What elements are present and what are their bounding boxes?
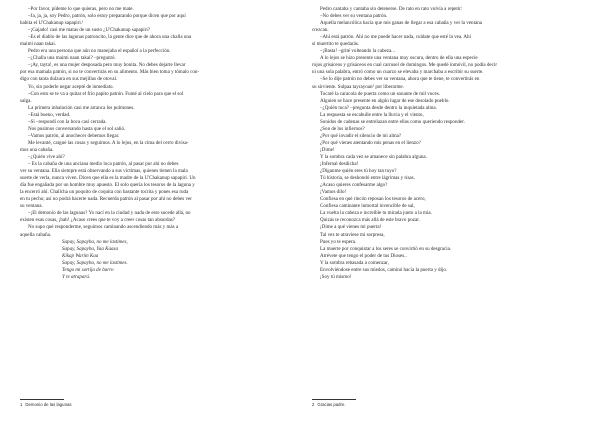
verse-line: Tengo mi sortija de barro	[62, 266, 114, 273]
text-line: día fue engañada por un hombre muy apuesto. Él solo quería los tesoros de la laguna y	[20, 182, 195, 189]
verse-line: Sapay, Sapayba, no me lastimes,	[62, 238, 128, 245]
text-line: Quizás te reconozca más allá de este bravo pozar.	[320, 217, 420, 224]
text-line: habita el U'Chakanup sapapiri.¹	[20, 20, 84, 27]
text-line: –¿Challa una maimi naan takai? –preguntó.	[28, 55, 116, 62]
text-line: suerte de verla, nunca viven. Dicen que ella es la madre de la U'Chakanup sapapiri. Un	[20, 175, 196, 182]
text-line: ¿Díganme quién eres tú hoy tan tuyo?	[320, 168, 397, 175]
text-line: en tu pecho; así no podrá hacerte nada. Recuerda patrón al pasar por ahí no debes ver	[20, 196, 192, 203]
footnote-number: 1	[20, 402, 23, 407]
text-line: Sonidos de cadenas se entrelazan entre ellas como queriendo responder.	[320, 118, 465, 125]
text-line: –Está bueno, verdad.	[28, 111, 71, 118]
verse-line: Sapay, Sapayba, Yaa Kaasa	[62, 245, 119, 252]
text-line: –Ahí está patrón. Ahí no me puede hacer nada, cuídate que esté la vea. Ahí	[320, 34, 471, 41]
text-line: Nos pusimos conversando hasta que el sol salió.	[28, 125, 126, 132]
footnote-rule-right	[312, 399, 356, 400]
footnote-text: Demonio de las lagunas	[25, 402, 72, 407]
text-line: ni una sola palabra, entró como un cuarzo se elevaba y marchaba a escribir su suerte.	[312, 69, 484, 76]
verse-line: Kikap Warim Kaa	[62, 252, 99, 259]
text-line: si muertito te quedarás.	[312, 41, 360, 48]
text-line: Tú historia, se deshondó entre lágrimas y risas.	[320, 175, 415, 182]
text-line: –¡El demonio de las lagunas? Yo nací en la ciudad y nada de esto sucede allá, no	[28, 210, 191, 217]
text-line: Tocaré la caracola de puerta como un sonante de mil voces.	[320, 90, 441, 97]
verse-line: Y te atrapará.	[62, 273, 91, 280]
text-line: Aquella melancólica hacía que mis ganas de llegar a esa cabaña y ver la ventana	[320, 20, 482, 27]
text-line: – Es la cabaña de una anciana medio loca patrón, al pasar por ahí no debes	[28, 161, 179, 168]
footnote-number: 2	[312, 402, 315, 407]
text-line: Me levanté, cargué las cosas y seguimos. A lo lejos, en la cima del cerro divisa-	[28, 139, 189, 146]
text-line: Envolviéndose entre sus miedos, caminó hacia la puerta y dijo.	[320, 266, 448, 273]
text-line: por esa mamala patrón, si no te convertirás en su alimento. Más bien toma y tómalo con-	[20, 69, 200, 76]
text-line: –Vamos patrón, al anochecer debemos llegar.	[28, 132, 120, 139]
left-text-column	[20, 6, 292, 281]
text-line: Atrévete que tengo el poder de tus Dioses..	[320, 252, 407, 259]
footnote-rule-left	[20, 399, 64, 400]
text-line: la encerró ahí. Challcha un poquito de coquita con bastante tocrita y pones esa ruda	[20, 189, 189, 196]
text-line: ver su ventana. Ella siempre está observando a sus víctimas, quienes tienen la mala	[20, 168, 188, 175]
text-line: La muerte por conquistar a los seres se convirtió en su desgracia.	[320, 245, 452, 252]
text-line: –No debes ver su ventana patrón.	[320, 13, 388, 20]
text-line: Yo, sin poderle negar acepté de inmediato.	[28, 83, 114, 90]
text-line: Tal vez te atraviese mi sorpresa,	[320, 231, 385, 238]
footnote-left	[20, 402, 72, 408]
text-line: ¡Soy tú mismo!	[320, 273, 352, 280]
text-line: ¿Por qué invadir el silencio de mi alma?	[320, 132, 402, 139]
text-line: Alguien se hace presente en algún lugar de ese desolado pueblo.	[320, 97, 450, 104]
text-line: –Con esto se te va a quitar el frío papito patrón. Fumé al cielo para que el sol	[28, 90, 184, 97]
text-line: No supo qué responderme, seguimos caminando ascendiendo más y más a	[28, 224, 179, 231]
footnote-right	[312, 402, 346, 408]
text-line: rojos grisáceos y grisáceos en cual carrusel de domingos. Me quedé inmóvil, no podía decir	[312, 62, 497, 69]
text-line: existen esas cosas, ¡bah! ¿Acaso crees que te voy a creer cosas tan absurdas?	[20, 217, 175, 224]
text-line: Y la sombra cada vez se amanece sin palabra alguna.	[320, 153, 427, 160]
text-line: ¡Dime!	[320, 146, 335, 153]
text-line: su ventana.	[20, 203, 43, 210]
text-line: ¡Infernal desdicha!	[320, 161, 359, 168]
text-line: crezcan.	[312, 27, 329, 34]
text-line: ¡Vamos dilo!	[320, 189, 347, 196]
text-line: aquella cabaña.	[20, 231, 52, 238]
text-line: La respuesta se escabulle entre la lluvia y el viento,	[320, 111, 424, 118]
text-line: –¿Quién toca? –pregunta desde dentro la inquietada alma.	[320, 104, 437, 111]
text-line: Confiesa caminante inmortal invencible de sal,	[320, 203, 415, 210]
text-line: ¡Dime a qué vienes mi puerta!	[320, 224, 382, 231]
text-line: digo con tanta dulzura en sus mejillas de otoval.	[20, 76, 118, 83]
text-line: ¿Por qué vienes atentando mis penas en el lienzo?	[320, 139, 421, 146]
text-line: salga.	[20, 97, 32, 104]
text-line: Pedro era una persona que aún no manejaba el español a la perfección.	[28, 48, 171, 55]
text-line: Pedro cantaba y cantaba sin detenerse. De rato en rato volvía a repetir:	[320, 6, 463, 12]
text-line: mos una cabaña.	[20, 146, 54, 153]
text-line: maimi naan takai.	[20, 41, 57, 48]
text-line: –¡Gajado! casi me matas de un susto ¿U'Chakanup sapapiri?	[28, 27, 150, 34]
text-line: –Es el diablo de las lagunas patroncito, la gente dice que de ahora una challa una	[28, 34, 192, 41]
text-line: –¡Ay, tayta!, es una mujer desposada pero muy bonita. No debes dejarte llevar	[28, 62, 186, 69]
right-text-column	[312, 6, 584, 281]
text-line: Y la sombra rebasada a comenzar,	[320, 259, 389, 266]
text-line: –¿Quién vive ahí?	[28, 153, 65, 160]
text-line: Confiesa en qué rincón reposan los tesoros de acero,	[320, 196, 426, 203]
text-line: –Por favor, pídeme lo que quieras, pero no me mate.	[28, 6, 134, 12]
text-line: ¿Acaso quieres confesarme algo?	[320, 182, 388, 189]
text-line: –Sí –respondí con la boca casi cerrada.	[28, 118, 107, 125]
text-line: –Se lo dije patrón no debes ver su ventana, ahora que te tiene, te convertirás en	[320, 76, 480, 83]
text-line: su sirviente. Sulpaa tayrayoan² por liberarme.	[312, 83, 404, 90]
text-line: A lo lejos se hizo presente una ventana muy oscura, dentro de ella una especie	[320, 55, 478, 62]
footnote-text: Gracias padre.	[317, 402, 346, 407]
verse-line: Sapay, Sapayba, no me lastimes.	[62, 259, 128, 266]
text-line: La vuelta la cabeza e increíble tu mirada junto a la mía.	[320, 210, 432, 217]
text-line: –Ja, ja, ja, soy Pedro, patrón, solo estoy preparando porque dicen que por aquí	[28, 13, 186, 20]
text-line: La primera inhalación casi me arranca los pulmones.	[28, 104, 135, 111]
text-line: –¡Basta! –grité volteando la cabeza...	[320, 48, 395, 55]
text-line: Pues yo te espera.	[320, 238, 357, 245]
text-line: ¿Son de los infiernos?	[320, 125, 365, 132]
